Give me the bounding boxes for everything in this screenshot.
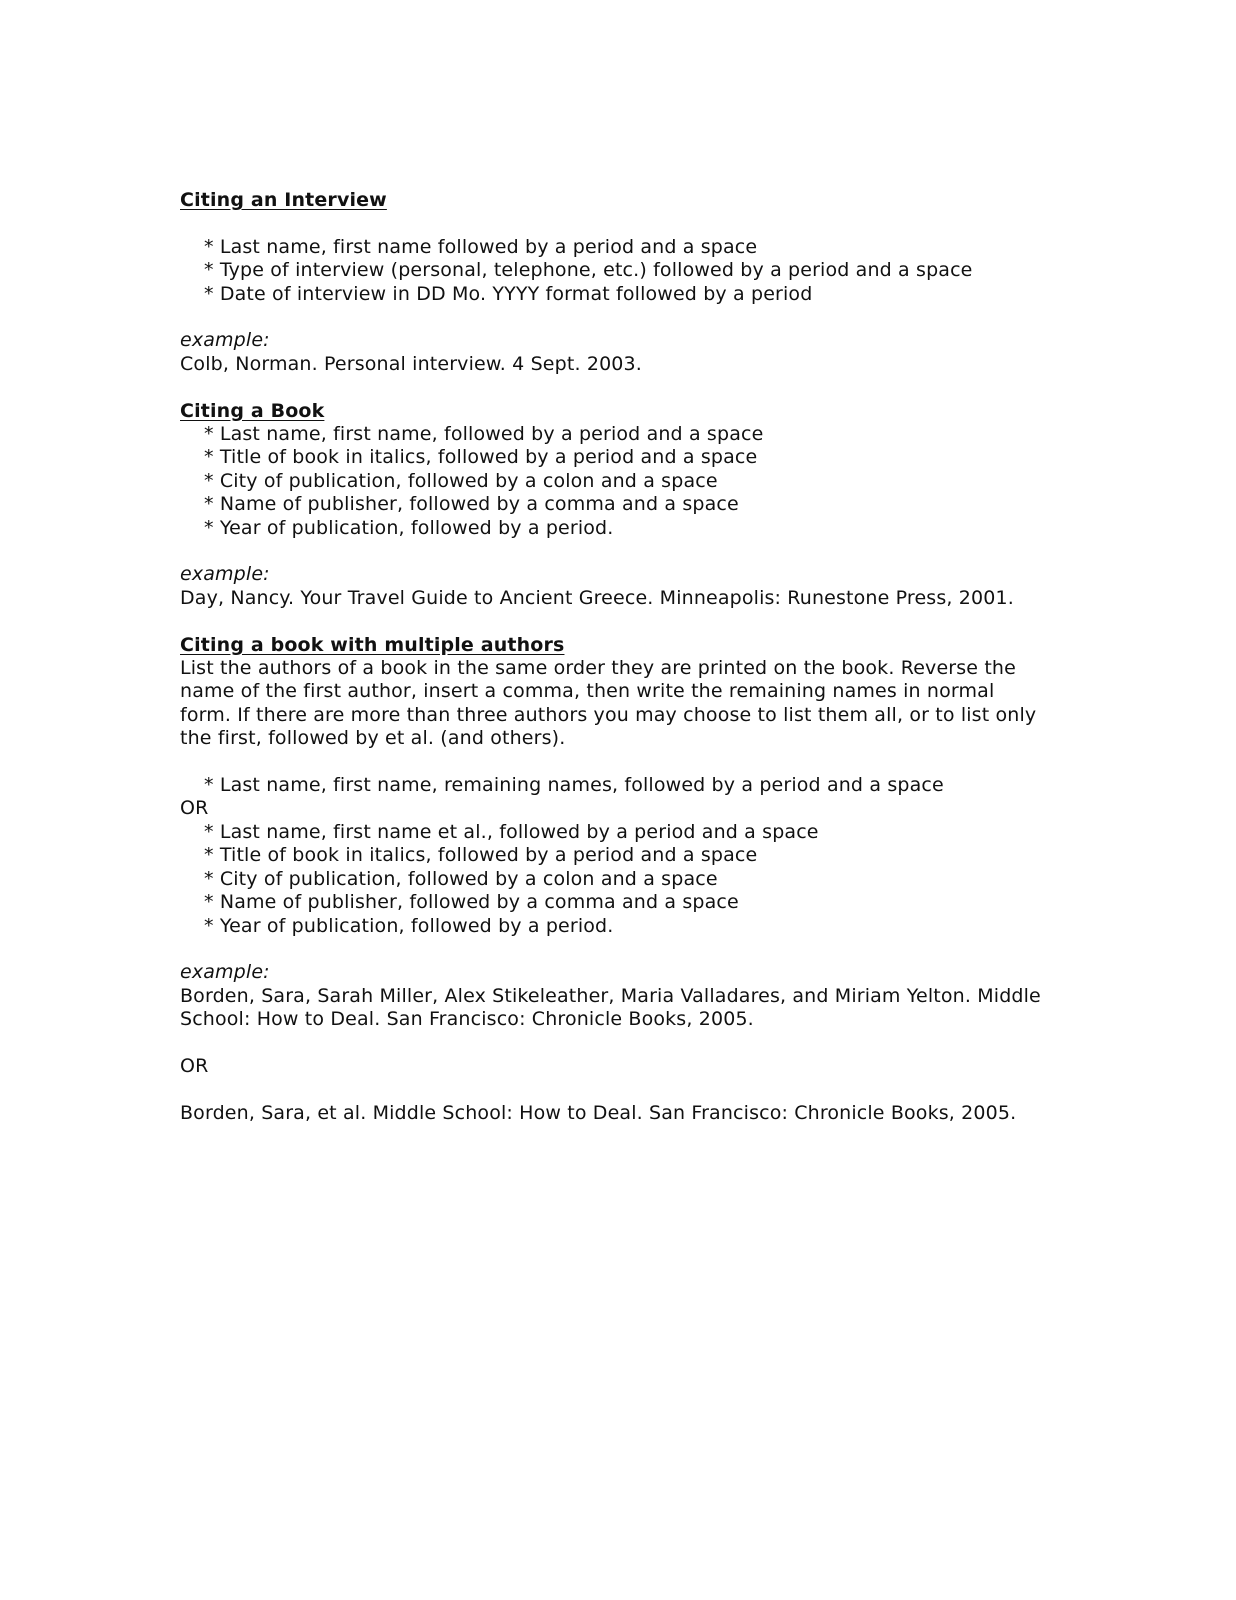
bullet-item: * Last name, first name, remaining names, followed by a period and a space (204, 774, 944, 797)
book-example-label: example: (180, 563, 270, 586)
spacer (180, 540, 1060, 563)
book-example: Day, Nancy. Your Travel Guide to Ancient Greece. Minneapolis: Runestone Press, 2001. (180, 586, 1014, 609)
bullet-item: * Name of publisher, followed by a comma and a space (204, 891, 739, 914)
spacer (180, 306, 1060, 329)
multi-intro-line: List the authors of a book in the same order they are printed on the book. Reverse the (180, 657, 1016, 680)
spacer (180, 212, 1060, 235)
bullet-item: * Last name, first name followed by a period and a space (204, 235, 758, 258)
book-heading: Citing a Book (180, 399, 325, 422)
multi-intro-line: form. If there are more than three authors you may choose to list them all, or to list only (180, 703, 1037, 726)
multi-bullet-list (180, 821, 1060, 938)
document-page (180, 189, 1060, 1125)
bullet-item: * Year of publication, followed by a period. (204, 516, 614, 539)
bullet-item: * Year of publication, followed by a period. (204, 914, 614, 937)
interview-example: Colb, Norman. Personal interview. 4 Sept. 2003. (180, 352, 642, 375)
bullet-item: * Last name, first name, followed by a period and a space (204, 423, 764, 446)
bullet-item: * Last name, first name et al., followed by a period and a space (204, 820, 819, 843)
or-label: OR (180, 797, 209, 820)
spacer (180, 751, 1060, 774)
spacer (180, 610, 1060, 633)
bullet-item: * City of publication, followed by a colon and a space (204, 469, 718, 492)
bullet-item: * Title of book in italics, followed by a period and a space (204, 844, 758, 867)
multi-author-heading: Citing a book with multiple authors (180, 633, 565, 656)
multi-example-alt: Borden, Sara, et al. Middle School: How to Deal. San Francisco: Chronicle Books, 2005. (180, 1101, 1017, 1124)
bullet-item: * Date of interview in DD Mo. YYYY format followed by a period (204, 282, 813, 305)
book-bullet-list (180, 423, 1060, 540)
multi-example-label: example: (180, 961, 270, 984)
spacer (180, 1032, 1060, 1055)
multi-example-line: School: How to Deal. San Francisco: Chronicle Books, 2005. (180, 1008, 754, 1031)
interview-heading: Citing an Interview (180, 189, 387, 211)
multi-example-line: Borden, Sara, Sarah Miller, Alex Stikeleather, Maria Valladares, and Miriam Yelton. Middle (180, 984, 1041, 1007)
bullet-item: * Name of publisher, followed by a comma and a space (204, 493, 739, 516)
interview-example-label: example: (180, 329, 270, 352)
spacer (180, 938, 1060, 961)
bullet-item: * Type of interview (personal, telephone, etc.) followed by a period and a space (204, 259, 973, 282)
spacer (180, 1078, 1060, 1101)
interview-bullet-list (180, 236, 1060, 306)
multi-intro-line: name of the first author, insert a comma, then write the remaining names in normal (180, 680, 995, 703)
or-label-2: OR (180, 1054, 209, 1077)
bullet-item: * Title of book in italics, followed by a period and a space (204, 446, 758, 469)
spacer (180, 376, 1060, 399)
multi-intro-line: the first, followed by et al. (and others). (180, 727, 566, 750)
multi-bullet-first (180, 774, 1060, 797)
bullet-item: * City of publication, followed by a colon and a space (204, 867, 718, 890)
